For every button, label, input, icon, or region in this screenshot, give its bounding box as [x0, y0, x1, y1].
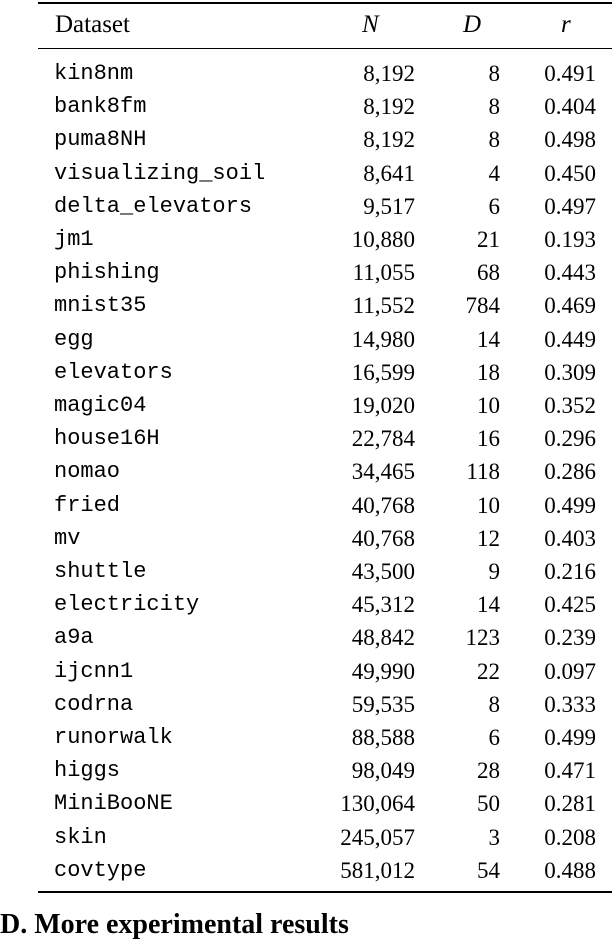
cell-dataset-name: kin8nm [54, 61, 134, 86]
cell-r: 0.469 [544, 293, 596, 319]
cell-n: 48,842 [351, 625, 415, 651]
cell-r: 0.403 [544, 525, 596, 551]
cell-r: 0.333 [544, 691, 596, 717]
table-row [0, 223, 614, 256]
cell-d: 8 [488, 691, 500, 717]
cell-dataset-name: covtype [54, 857, 147, 883]
table-row [0, 157, 614, 190]
cell-r: 0.443 [544, 260, 596, 286]
section-heading: D. More experimental results [0, 909, 349, 940]
cell-dataset-name: jm1 [54, 227, 94, 252]
cell-d: 8 [488, 94, 500, 120]
cell-dataset-name: a9a [54, 625, 94, 651]
cell-r: 0.497 [544, 193, 596, 219]
header-d: D [463, 11, 482, 38]
cell-r: 0.498 [544, 127, 596, 153]
cell-d: 28 [477, 758, 500, 784]
cell-r: 0.491 [544, 61, 596, 86]
cell-r: 0.499 [544, 725, 596, 750]
cell-n: 11,552 [352, 293, 415, 319]
cell-dataset-name: electricity [54, 592, 200, 618]
cell-n: 43,500 [351, 559, 415, 584]
cell-r: 0.239 [544, 625, 596, 651]
cell-d: 12 [477, 525, 500, 551]
cell-r: 0.471 [544, 758, 596, 784]
cell-d: 8 [488, 127, 500, 153]
cell-r: 0.097 [544, 658, 596, 684]
cell-n: 49,990 [351, 658, 415, 684]
cell-n: 8,641 [363, 160, 415, 186]
table-row [0, 323, 614, 356]
cell-r: 0.450 [544, 160, 596, 186]
cell-n: 22,784 [351, 426, 415, 452]
cell-dataset-name: mnist35 [54, 293, 147, 319]
cell-r: 0.488 [544, 857, 596, 883]
header-r: r [561, 11, 571, 38]
cell-dataset-name: fried [54, 492, 121, 518]
cell-n: 10,880 [351, 227, 415, 252]
cell-n: 14,980 [351, 326, 415, 352]
cell-d: 21 [477, 227, 500, 252]
cell-n: 98,049 [351, 758, 415, 784]
table-row [0, 389, 614, 422]
table-row [0, 555, 614, 588]
table-row [0, 356, 614, 389]
cell-n: 34,465 [351, 459, 415, 485]
cell-d: 18 [477, 359, 500, 385]
table-row [0, 821, 614, 854]
cell-n: 581,012 [340, 857, 415, 883]
cell-d: 16 [477, 426, 500, 452]
cell-dataset-name: mv [54, 525, 81, 551]
header-n: N [362, 11, 379, 38]
cell-r: 0.425 [544, 592, 596, 618]
table-row [0, 655, 614, 688]
table-row [0, 289, 614, 322]
table-row [0, 455, 614, 488]
table-row [0, 90, 614, 123]
cell-n: 45,312 [351, 592, 415, 618]
cell-d: 9 [488, 559, 500, 584]
cell-dataset-name: visualizing_soil [54, 160, 266, 186]
cell-dataset-name: puma8NH [54, 127, 147, 153]
cell-n: 59,535 [351, 691, 415, 717]
table-header-rule [38, 48, 612, 49]
cell-r: 0.208 [544, 824, 596, 850]
cell-r: 0.216 [544, 559, 596, 584]
cell-d: 50 [477, 791, 500, 817]
cell-r: 0.352 [544, 393, 596, 418]
table-row [0, 489, 614, 522]
cell-dataset-name: nomao [54, 459, 121, 485]
table-row [0, 721, 614, 754]
cell-d: 54 [477, 857, 500, 883]
table-row [0, 256, 614, 289]
cell-d: 14 [477, 592, 500, 618]
table-top-rule [38, 2, 612, 4]
cell-dataset-name: egg [54, 326, 94, 352]
cell-dataset-name: elevators [54, 359, 173, 385]
table-row [0, 787, 614, 820]
cell-n: 88,588 [351, 725, 415, 750]
table-row [0, 588, 614, 621]
cell-dataset-name: bank8fm [54, 94, 147, 120]
header-dataset: Dataset [55, 11, 130, 38]
cell-r: 0.286 [544, 459, 596, 485]
cell-d: 68 [477, 260, 500, 286]
cell-n: 19,020 [351, 393, 415, 418]
cell-r: 0.193 [544, 227, 596, 252]
table-row [0, 854, 614, 887]
cell-d: 22 [477, 658, 500, 684]
table-row [0, 688, 614, 721]
cell-d: 6 [488, 193, 500, 219]
cell-dataset-name: shuttle [54, 559, 147, 584]
table-row [0, 621, 614, 654]
cell-d: 14 [477, 326, 500, 352]
cell-dataset-name: phishing [54, 260, 160, 286]
cell-d: 3 [488, 824, 500, 850]
cell-dataset-name: runorwalk [54, 725, 173, 750]
cell-dataset-name: higgs [54, 758, 121, 784]
cell-n: 9,517 [363, 193, 415, 219]
table-bottom-rule [38, 891, 612, 893]
cell-r: 0.309 [544, 359, 596, 385]
table-row [0, 422, 614, 455]
cell-n: 245,057 [340, 824, 415, 850]
cell-dataset-name: house16H [54, 426, 160, 452]
cell-n: 130,064 [340, 791, 415, 817]
cell-n: 40,768 [351, 525, 415, 551]
cell-n: 8,192 [363, 127, 415, 153]
cell-n: 8,192 [363, 61, 415, 86]
cell-dataset-name: codrna [54, 691, 134, 717]
cell-d: 6 [488, 725, 500, 750]
cell-d: 8 [488, 61, 500, 86]
cell-d: 10 [477, 492, 500, 518]
cell-dataset-name: MiniBooNE [54, 791, 173, 817]
cell-r: 0.499 [544, 492, 596, 518]
cell-dataset-name: magic04 [54, 393, 147, 418]
cell-d: 10 [477, 393, 500, 418]
cell-dataset-name: skin [54, 824, 107, 850]
cell-r: 0.296 [544, 426, 596, 452]
cell-r: 0.281 [544, 791, 596, 817]
cell-dataset-name: delta_elevators [54, 193, 253, 219]
table-row [0, 190, 614, 223]
table-row [0, 123, 614, 156]
table-row [0, 57, 614, 90]
table-row [0, 754, 614, 787]
table-row [0, 522, 614, 555]
cell-d: 784 [465, 293, 500, 319]
cell-n: 11,055 [352, 260, 415, 286]
cell-dataset-name: ijcnn1 [54, 658, 134, 684]
cell-d: 118 [466, 459, 500, 485]
cell-d: 4 [488, 160, 500, 186]
cell-r: 0.449 [544, 326, 596, 352]
cell-n: 16,599 [351, 359, 415, 385]
cell-d: 123 [465, 625, 500, 651]
cell-n: 40,768 [351, 492, 415, 518]
cell-r: 0.404 [544, 94, 596, 120]
cell-n: 8,192 [363, 94, 415, 120]
